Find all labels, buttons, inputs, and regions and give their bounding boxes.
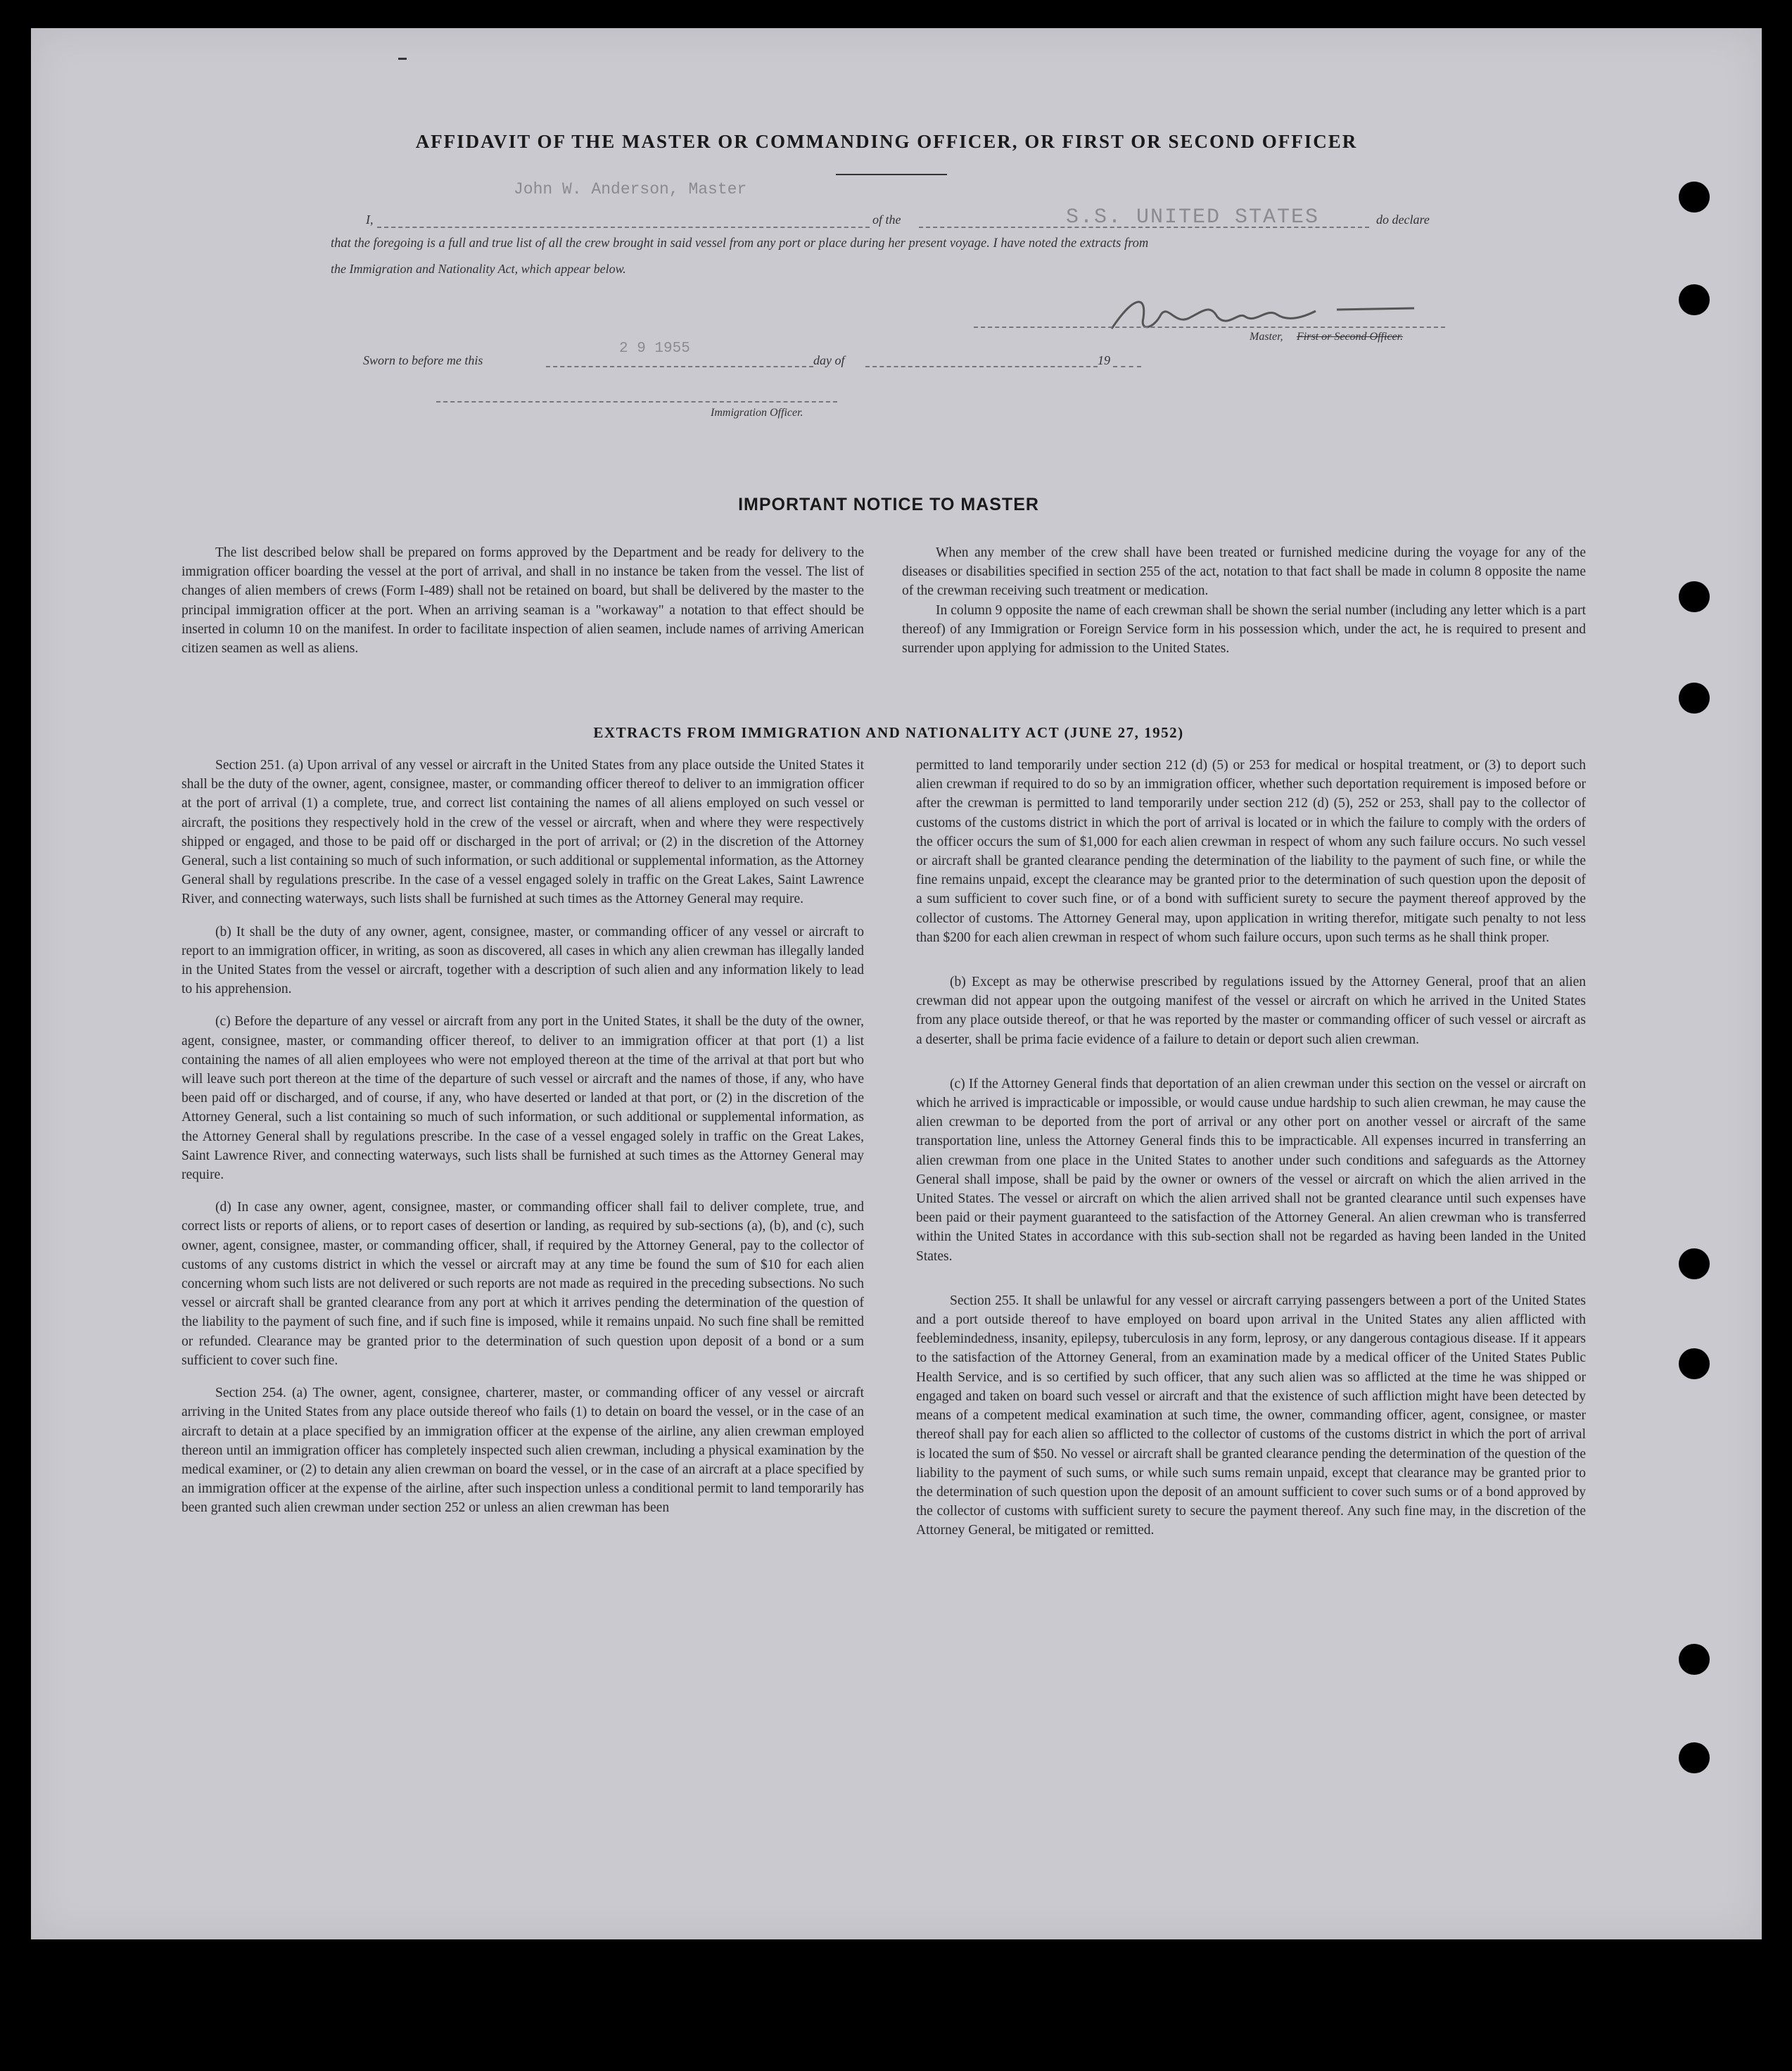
extracts-title: EXTRACTS FROM IMMIGRATION AND NATIONALITY ACT (JUNE 27, 1952) [593, 724, 1184, 741]
notice-left-column [182, 543, 864, 658]
affidavit-title: AFFIDAVIT OF THE MASTER OR COMMANDING OFFICER, OR FIRST OR SECOND OFFICER [415, 131, 1358, 152]
declaration-line-2: the Immigration and Nationality Act, which appear below. [331, 262, 626, 276]
binder-hole [1679, 1248, 1710, 1279]
act-paragraph: permitted to land temporarily under section 212 (d) (5) or 253 for medical or hospital treatment, or (3) to deport such alien crewman if required to do so by an immigration officer, whether such deportation requirement is imposed before or after the crewman is permitted to land temporarily under section 212 (d) (5), 252 or 253, shall pay to the collector of customs of the customs district in which the port of arrival is located or in which the failure to comply with the orders of the officer occurs the sum of $1,000 for each alien crewman in respect of whom any such failure occurs. No such vessel or aircraft shall be granted clearance pending the determination of the liability to the payment of such fine, or while the fine remains unpaid, except the clearance may be granted prior to the determination of such question upon the deposit of a sum sufficient to cover such fine, or of a bond with sufficient surety to secure the payment thereof approved by the collector of customs. The Attorney General may, upon application in writing therefor, mitigate such penalty to not less than $200 for each alien crewman in respect of whom such failure occurs, upon such terms as he shall think proper. [916, 758, 1586, 945]
typed-vessel-name: S.S. UNITED STATES [1066, 205, 1320, 229]
binder-hole [1679, 683, 1710, 714]
notice-paragraph: When any member of the crew shall have been treated or furnished medicine during the voyage for any of the diseases or disabilities specified in section 255 of the act, notation to that fact shall be made in column 8 opposite the name of the crewman receiving such treatment or medication. [902, 545, 1586, 599]
act-paragraph: Section 254. (a) The owner, agent, consignee, charterer, master, or commanding officer of any vessel or aircraft arriving in the United States from any place outside thereof who fails (1) to detain on board the vessel, or in the case of an aircraft to detain at a place specified by an immigration officer at the expense of the airline, any alien crewman employed thereon until an immigration officer has completely inspected such alien crewman, including a physical examination by the medical examiner, or (2) to detain any alien crewman on board the vessel, or in the case of an aircraft at a place specified by an immigration officer at the expense of the airline, after such inspection unless a conditional permit to land temporarily has been granted such alien crewman under section 252 or unless an alien crewman has been [182, 1386, 864, 1516]
act-paragraph: (b) It shall be the duty of any owner, agent, consignee, master, or commanding officer of any vessel or aircraft to report to an immigration officer, in writing, as soon as discovered, all cases in which any alien crewman has illegally landed in the United States from the vessel or aircraft, together with a description of such alien and any information likely to lead to his apprehension. [182, 924, 864, 997]
scan-mark [398, 58, 407, 60]
act-paragraph: (b) Except as may be otherwise prescribed by regulations issued by the Attorney General, proof that an alien crewman did not appear upon the outgoing manifest of the vessel or aircraft on which he arrived in the United States from any place outside thereof, or that he was reported by the master or commanding officer of such vessel or aircraft as a deserter, shall be prima facie evidence of a failure to detain or deport such alien crewman. [916, 975, 1586, 1047]
binder-hole [1679, 1644, 1710, 1675]
declaration-line-1: that the foregoing is a full and true list of all the crew brought in said vessel from any port or place during her present voyage. I have noted the extracts from [331, 236, 1149, 251]
year-label: 19 [1098, 353, 1110, 367]
typed-date: 2 9 1955 [619, 341, 690, 357]
i-label: I, [366, 213, 374, 227]
notice-title: IMPORTANT NOTICE TO MASTER [738, 495, 1039, 514]
of-the-label: of the [872, 213, 901, 227]
act-paragraph: (d) In case any owner, agent, consignee, master, or commanding officer shall fail to deliver complete, true, and correct lists or reports of aliens, or to report cases of desertion or landing, as required by sub-sections (a), (b), and (c), such owner, agent, consignee, master, or commanding officer, shall, if required by the Attorney General, pay to the collector of customs of any customs district in which the vessel or aircraft may at any time be found the sum of $10 for each alien concerning whom such lists are not delivered or such reports are not made as required in the preceding subsections. No such vessel or aircraft shall be granted clearance from any port at which it arrives pending the determination of the question of the liability to the payment of such fine, and if such fine is imposed, while it remains unpaid. No such fine shall be remitted or refunded. Clearance may be granted prior to the determination of such question upon deposit of a bond or a sum sufficient to cover such fine. [182, 1200, 864, 1368]
notice-right-column [902, 543, 1586, 658]
act-paragraph: (c) If the Attorney General finds that deportation of an alien crewman under this section on the vessel or aircraft on which he arrived is impracticable or impossible, or would cause undue hardship to such alien crewman, he may cause the alien crewman to be deported from the port of arrival or any other port on another vessel or aircraft of the same transportation line, unless the Attorney General finds this to be impracticable. All expenses incurred in transferring an alien crewman from one place in the United States to another under such conditions and safeguards as the Attorney General shall impose, shall be paid by the owner or owners of the vessel or aircraft on which the alien arrived in the United States. The vessel or aircraft on which the alien arrived shall not be granted clearance until such expenses have been paid or their payment guaranteed to the satisfaction of the Attorney General. An alien crewman who is transferred within the United States in accordance with this sub-section shall not be regarded as having been landed in the United States. [916, 1076, 1586, 1264]
sworn-day-line [546, 366, 813, 367]
signature-caption-struck: First or Second Officer. [1297, 331, 1404, 343]
sworn-label: Sworn to before me this [363, 353, 483, 367]
act-paragraph: Section 251. (a) Upon arrival of any vessel or aircraft in the United States from any place outside the United States it shall be the duty of the owner, agent, consignee, master, or commanding officer thereof to deliver to an immigration officer at the port of arrival (1) a complete, true, and correct list containing the names of all aliens employed on such vessel or aircraft, the positions they respectively hold in the crew of the vessel or aircraft, when and where they were respectively shipped or engaged, and those to be paid off or discharged in the port of arrival; or (2) in the discretion of the Attorney General, such a list containing so much of such information, or such additional or supplemental information, as the Attorney General shall by regulations prescribe. In the case of a vessel engaged solely in traffic on the Great Lakes, Saint Lawrence River, and connecting waterways, such lists shall be furnished at such times as the Attorney General may require. [182, 758, 864, 907]
immigration-officer-label: Immigration Officer. [711, 407, 803, 419]
name-line [377, 227, 870, 228]
extracts-right-column [916, 756, 1586, 1540]
act-paragraph: Section 255. It shall be unlawful for any vessel or aircraft carrying passengers between a port of the United States and a port outside thereof to have employed on board upon arrival in the United States any alien afflicted with feeblemindedness, insanity, epilepsy, tuberculosis in any form, leprosy, or any dangerous contagious disease. If it appears to the satisfaction of the Attorney General, from an examination made by a medical officer of the United States Public Health Service, and is so certified by such officer, that any such alien was so afflicted at the time he was shipped or engaged and taken on board such vessel or aircraft and that the existence of such affliction might have been detected by means of a competent medical examination at such time, the owner, commanding officer, agent, consignee, or master thereof shall pay for each alien so afflicted to the collector of customs of the customs district in which the port of arrival is located the sum of $50. No vessel or aircraft shall be granted clearance pending the determination of the question of the liability to the payment of such sums, or while such sums remain unpaid, except that clearance may be granted prior to the determination of such question upon the deposit of an amount sufficient to cover such sums or of a bond approved by the collector of customs with sufficient surety to secure the payment thereof. Any such fine may, in the discretion of the Attorney General, be mitigated or remitted. [916, 1293, 1586, 1538]
signature-line [974, 327, 1445, 328]
do-declare-label: do declare [1376, 213, 1430, 227]
year-line [1113, 366, 1141, 367]
act-paragraph: (c) Before the departure of any vessel or aircraft from any port in the United States, it shall be the duty of the owner, agent, consignee, master, or commanding officer thereof, to deliver to an immigration officer at that port (1) a list containing the names of all alien employees who were not employed thereon at the time of the arrival at that port but who will leave such port thereon at the time of the departure of such vessel or aircraft and the names of those, if any, who have been paid off or discharged, and of course, if any, who have deserted or landed at that port, or (2) in the discretion of the Attorney General, such a list containing so much of such information, or such additional or supplemental information, as the Attorney General shall by regulations prescribe. In the case of a vessel engaged solely in traffic on the Great Lakes, Saint Lawrence River, and connecting waterways, such lists shall be furnished at such times as the Attorney General may require. [182, 1014, 864, 1183]
officer-line [436, 401, 837, 403]
extracts-left-column [182, 756, 864, 1518]
notice-paragraph: In column 9 opposite the name of each crewman shall be shown the serial number (including any letter which is a part thereof) of any Immigration or Foreign Service form in his possession which, under the act, he is required to present and surrender upon applying for admission to the United States. [902, 602, 1586, 657]
vessel-line [919, 227, 1369, 228]
binder-hole [1679, 182, 1710, 213]
notice-paragraph: The list described below shall be prepared on forms approved by the Department and be ready for delivery to the immigration officer boarding the vessel at the port of arrival, and shall in no instance be taken from the vessel. The list of changes of alien members of crews (Form I-489) shall not be retained on board, but shall be delivered by the master to the principal immigration officer at the port. When an arriving seaman is a "workaway" a notation to that effect should be inserted in column 10 on the manifest. In order to facilitate inspection of alien seamen, include names of arriving American citizen seamen as well as aliens. [182, 545, 864, 657]
binder-hole [1679, 1742, 1710, 1773]
title-divider [836, 174, 947, 175]
signature-caption-master: Master, [1250, 331, 1283, 343]
day-of-label: day of [813, 353, 845, 367]
typed-master-name: John W. Anderson, Master [514, 180, 747, 198]
month-line [865, 366, 1098, 367]
binder-hole [1679, 581, 1710, 612]
binder-hole [1679, 1348, 1710, 1379]
binder-hole [1679, 284, 1710, 315]
